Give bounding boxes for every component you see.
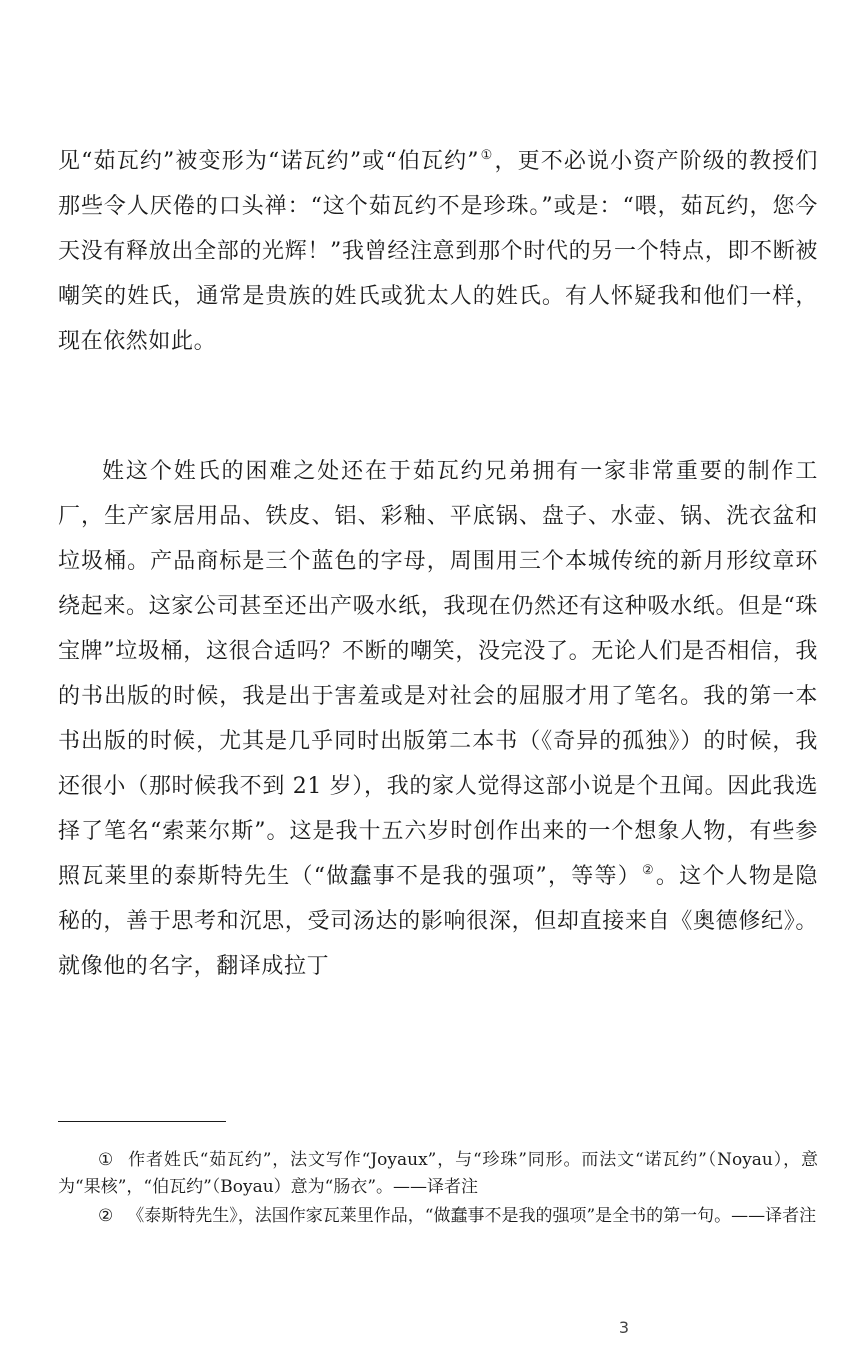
page-number: 3 — [618, 1318, 630, 1337]
footnotes — [58, 1147, 818, 1232]
footnote-text: 《泰斯特先生》，法国作家瓦莱里作品，“做蠢事不是我的强项”是全书的第一句。——译者注 — [127, 1206, 817, 1226]
footnote-text: 作者姓氏“茹瓦约”，法文写作“Joyaux”，与“珍珠”同形。而法文“诺瓦约”（Noyau），意为“果核”，“伯瓦约”（Boyau）意为“肠衣”。——译者注 — [58, 1150, 818, 1197]
paragraph-text: 。这个人物是隐秘的，善于思考和沉思，受司汤达的影响很深，但却直接来自《奥德修纪》。就像他的名字，翻译成拉丁 — [58, 864, 818, 979]
paragraph-text: 见“茹瓦约”被变形为“诺瓦约”或“伯瓦约” — [58, 149, 480, 174]
footnote-1 — [58, 1147, 818, 1201]
footnote-mark: ① — [98, 1150, 115, 1170]
body-paragraph-continuation — [58, 139, 818, 364]
footnote-reference-2: ② — [641, 863, 655, 878]
paragraph-text: 姓这个姓氏的困难之处还在于茹瓦约兄弟拥有一家非常重要的制作工厂，生产家居用品、铁皮、铝、彩釉、平底锅、盘子、水壶、锅、洗衣盆和垃圾桶。产品商标是三个蓝色的字母，周围用三个本城传统的新月形纹章环绕起来。这家公司甚至还出产吸水纸，我现在仍然还有这种吸水纸。但是“珠宝牌”垃圾桶，这很合适吗？不断的嘲笑，没完没了。无论人们是否相信，我的书出版的时候，我是出于害羞或是对社会的屈服才用了笔名。我的第一本书出版的时候，尤其是几乎同时出版第二本书（《奇异的孤独》）的时候，我还很小（那时候我不到 21 岁），我的家人觉得这部小说是个丑闻。因此我选择了笔名“索莱尔斯”。这是我十五六岁时创作出来的一个想象人物，有些参照瓦莱里的泰斯特先生（“做蠢事不是我的强项”，等等） — [58, 459, 818, 889]
body-paragraph — [58, 449, 818, 989]
footnote-reference-1: ① — [480, 148, 494, 163]
footnote-mark: ② — [98, 1206, 114, 1226]
footnote-2 — [58, 1203, 818, 1230]
paragraph-text: ，更不必说小资产阶级的教授们那些令人厌倦的口头禅：“这个茹瓦约不是珍珠。”或是：“喂，茹瓦约，您今天没有释放出全部的光辉！”我曾经注意到那个时代的另一个特点，即不断被嘲笑的姓氏，通常是贵族的姓氏或犹太人的姓氏。有人怀疑我和他们一样，现在依然如此。 — [58, 149, 818, 354]
footnote-divider — [58, 1121, 226, 1122]
